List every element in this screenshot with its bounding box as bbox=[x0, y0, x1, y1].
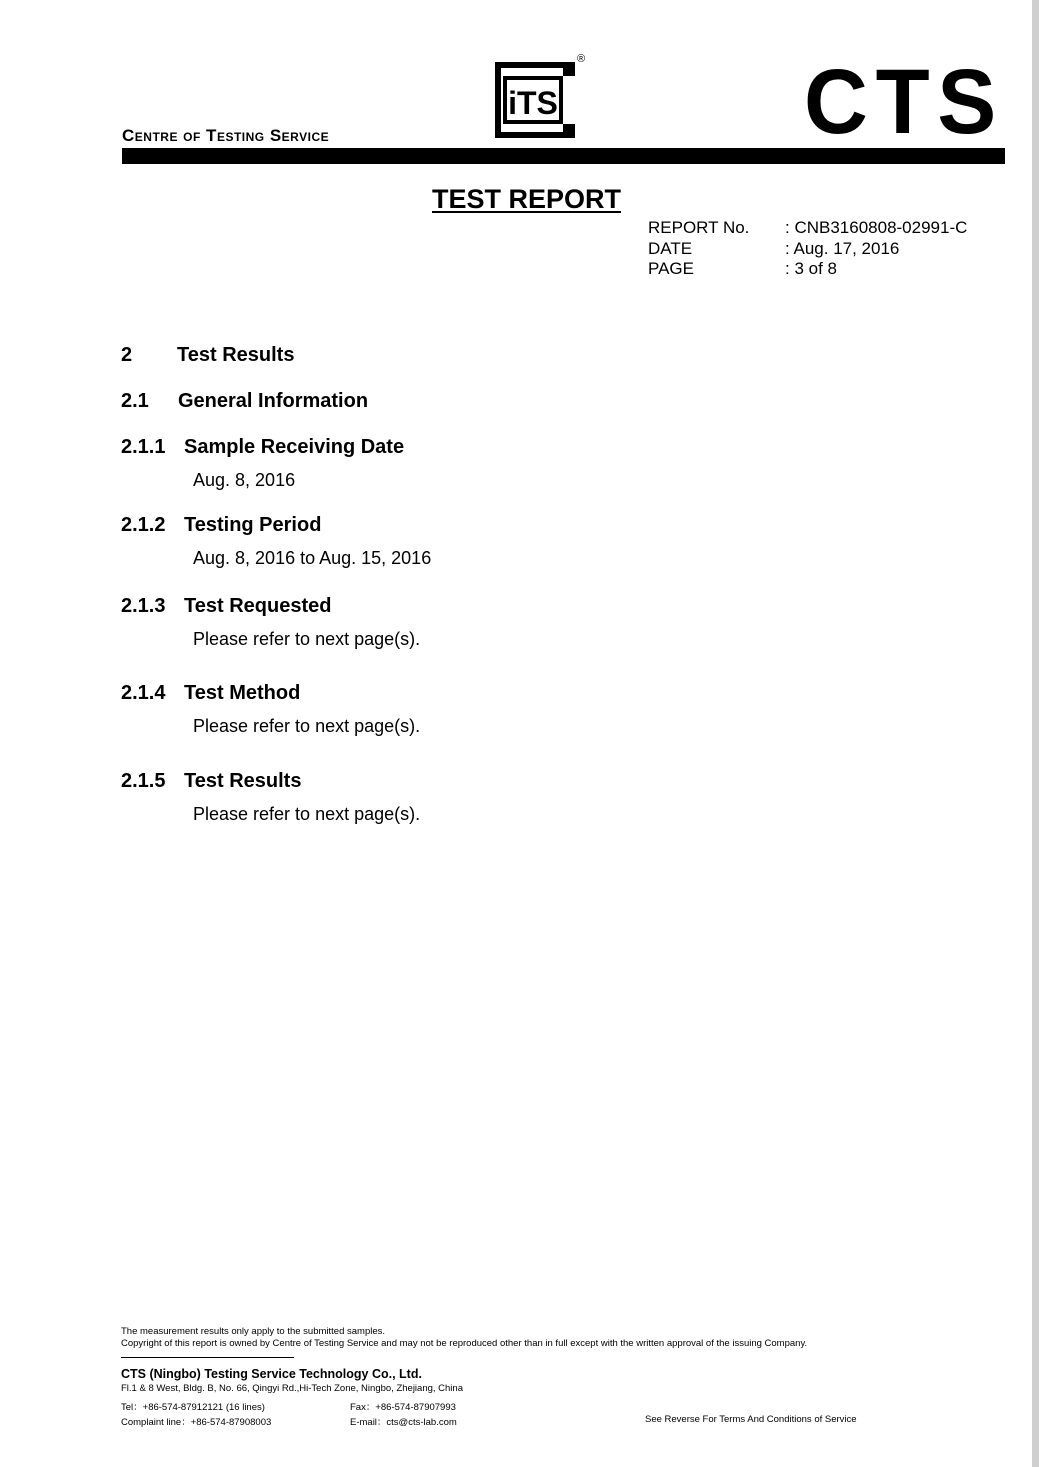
report-title: TEST REPORT bbox=[432, 184, 622, 214]
its-logo-text: iTS bbox=[508, 85, 558, 121]
page-label: PAGE bbox=[648, 259, 694, 278]
section-number: 2.1.4 bbox=[121, 682, 166, 704]
section-body: Please refer to next page(s). bbox=[193, 804, 421, 824]
header-bar bbox=[122, 148, 1005, 164]
footer-company: CTS (Ningbo) Testing Service Technology Co., Ltd. bbox=[121, 1367, 422, 1381]
footer-divider bbox=[121, 1357, 294, 1358]
section-title: Test Method bbox=[184, 682, 301, 704]
section-title: Test Requested bbox=[184, 595, 332, 617]
section-body: Please refer to next page(s). bbox=[193, 629, 421, 649]
section-body: Aug. 8, 2016 to Aug. 15, 2016 bbox=[193, 548, 432, 568]
footer-tel: Tel：+86-574-87912121 (16 lines) bbox=[121, 1402, 265, 1413]
report-no-value: : CNB3160808-02991-C bbox=[785, 218, 968, 237]
footer-note-results: The measurement results only apply to the submitted samples. bbox=[121, 1326, 386, 1337]
section-number: 2.1 bbox=[121, 390, 149, 412]
section-number: 2.1.2 bbox=[121, 514, 166, 536]
page-value: : 3 of 8 bbox=[785, 259, 837, 278]
section-title: Testing Period bbox=[184, 514, 322, 536]
cts-logo-text: CTS bbox=[804, 62, 1004, 138]
section-title: Test Results bbox=[184, 770, 302, 792]
footer-note-copyright: Copyright of this report is owned by Centre of Testing Service and may not be reproduced other than in full except with the written approval of the issuing Company. bbox=[121, 1338, 808, 1349]
section-number: 2 bbox=[121, 344, 133, 366]
section-number: 2.1.3 bbox=[121, 595, 166, 617]
footer-address: Fl.1 & 8 West, Bldg. B, No. 66, Qingyi Rd.,Hi-Tech Zone, Ningbo, Zhejiang, China bbox=[121, 1383, 463, 1394]
section-number: 2.1.1 bbox=[121, 436, 166, 458]
footer-complaint: Complaint line：+86-574-87908003 bbox=[121, 1417, 272, 1428]
cts-logo bbox=[803, 62, 1005, 138]
section-number: 2.1.5 bbox=[121, 770, 166, 792]
footer-fax: Fax：+86-574-87907993 bbox=[350, 1402, 456, 1413]
date-value: : Aug. 17, 2016 bbox=[785, 239, 900, 258]
org-name: Centre of Testing Service bbox=[122, 126, 330, 145]
section-body: Aug. 8, 2016 bbox=[193, 470, 296, 490]
section-title: Test Results bbox=[177, 344, 295, 366]
section-body: Please refer to next page(s). bbox=[193, 716, 421, 736]
report-no-label: REPORT No. bbox=[648, 218, 750, 237]
date-label: DATE bbox=[648, 239, 693, 258]
its-logo bbox=[483, 50, 591, 145]
footer-email: E-mail：cts@cts-lab.com bbox=[350, 1417, 457, 1428]
registered-mark: ® bbox=[576, 53, 586, 65]
footer-terms: See Reverse For Terms And Conditions of Service bbox=[645, 1414, 857, 1425]
page-edge bbox=[1032, 0, 1039, 1467]
section-title: Sample Receiving Date bbox=[184, 436, 405, 458]
section-title: General Information bbox=[178, 390, 369, 412]
